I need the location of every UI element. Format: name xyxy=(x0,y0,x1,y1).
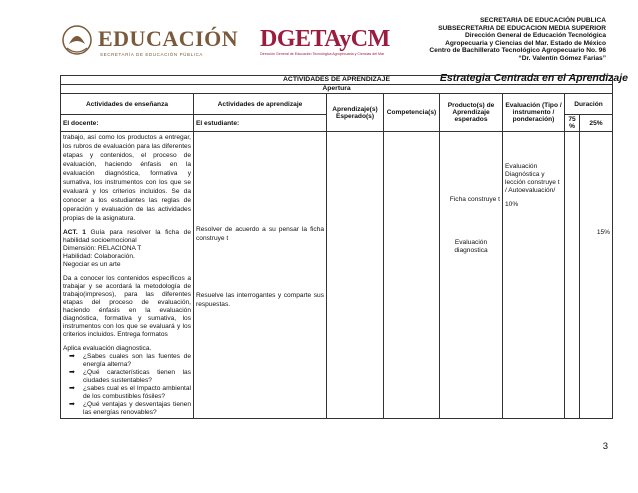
header-line: SECRETARIA DE EDUCACIÓN PUBLICA xyxy=(479,17,606,24)
pct-25: 25% xyxy=(580,115,613,132)
header-line: “Dr. Valentín Gómez Farias” xyxy=(518,54,606,62)
estudiante-label: El estudiante: xyxy=(194,115,327,132)
evaluacion-text: Evaluación Diagnóstica y lección construye t / Autoevaluación/ xyxy=(505,163,560,194)
question-item: ➡ ¿Sabes cuales son las fuentes de energía alterna? xyxy=(83,353,191,369)
header-line: Agropecuaria y Ciencias del Mar. Estado de México xyxy=(445,39,606,47)
activities-table xyxy=(60,75,613,419)
header-line: Dirección General de Educación Tecnológica xyxy=(465,32,606,40)
question-item: ➡ ¿Qué ventajas y desventajas tienen las energías renovables? xyxy=(83,401,191,417)
education-logo xyxy=(60,22,390,66)
header-line: Centro de Bachillerato Tecnológico Agropecuario No. 96 xyxy=(429,47,606,55)
aprendizaje-text-1: Resolver de acuerdo a su pensar la ficha construye t xyxy=(196,226,324,242)
competencias-cell xyxy=(384,132,440,419)
duracion-pct: 15% xyxy=(596,229,611,236)
col-productos: Producto(s) de Aprendizaje esperados xyxy=(440,94,503,132)
col-evaluacion: Evaluación (Tipo / instrumento / ponderación) xyxy=(503,94,565,132)
act-text: Guía para resolver la ficha de habilidad socioemocional xyxy=(63,229,191,244)
habilidad-text: Habilidad: Colaboración. xyxy=(63,253,135,260)
aprendizajes-esperados-cell xyxy=(327,132,384,419)
table-subtitle: Apertura xyxy=(61,85,613,94)
question-item: ➡ ¿Qué características tienen las ciudades sustentables? xyxy=(83,369,191,385)
dimension-text: Dimensión: RELACIONA T xyxy=(63,245,142,252)
diagnostic-questions xyxy=(63,353,191,417)
table-title: ACTIVIDADES DE APRENDIZAJE xyxy=(61,76,613,85)
col-duracion: Duración xyxy=(565,94,613,115)
strategy-title: Estrategia Centrada en el Aprendizaje xyxy=(439,72,628,84)
dgeta-logo-subtext: Dirección General de Educación Tecnológica Agropecuaria y Ciencias del Mar xyxy=(260,52,385,56)
evaluacion-pct: 10% xyxy=(505,201,519,208)
pct-75: 75 % xyxy=(565,115,580,132)
producto-text-1: Ficha construye t xyxy=(449,196,500,203)
ensenanza-paragraph-1: trabajo, así como los productos a entregar, los rubros de evaluación para las diferentes etapas y contenidos, el proceso de evaluación, haciendo énfasis en la evaluación diagnóstica, formativa y sumativa, los instrumentos con los que se evaluará y los criterios incluidos. Se da conocer a los estudiantes las reglas de operación y evaluación de las actividades propias de la asignatura. xyxy=(63,134,191,222)
question-item: ➡ ¿sabes cual es el Impacto ambiental de los combustibles fósiles? xyxy=(83,385,191,401)
education-logo-text: EDUCACIÓN xyxy=(98,26,239,51)
mexico-seal-icon xyxy=(60,22,94,62)
ensenanza-paragraph-2: Da a conocer los contenidos específicos a trabajar y se acordará la metodología de trabajo(impresos), para las diferentes etapas del proceso de evaluación, haciendo énfasis en la evaluación diagnóstica, formativa y sumativa, los instrumentos con los que se evaluará y los criterios incluidos. Entrega formatos xyxy=(63,275,191,338)
producto-text-2: Evaluación diagnostica xyxy=(454,239,488,254)
negociar-text: Negociar es un arte xyxy=(63,261,121,268)
institution-header xyxy=(429,17,606,63)
aprendizaje-cell xyxy=(194,132,327,419)
duracion-25-cell xyxy=(580,132,613,419)
act-label: ACT. 1 xyxy=(63,229,86,236)
dgeta-logo-text: DGETAyCM xyxy=(260,26,390,52)
aplica-text: Aplica evaluación diagnostica. xyxy=(63,345,152,352)
col-aprendizajes-esperados: Aprendizaje(s) Esperado(s) xyxy=(327,94,384,132)
col-competencias: Competencia(s) xyxy=(384,94,440,132)
education-logo-subtext: SECRETARÍA DE EDUCACIÓN PÚBLICA xyxy=(100,52,204,57)
productos-cell xyxy=(440,132,503,419)
docente-label: El docente: xyxy=(61,115,194,132)
evaluacion-cell xyxy=(503,132,565,419)
page-number: 3 xyxy=(602,441,608,452)
duracion-75-cell xyxy=(565,132,580,419)
header-line: SUBSECRETARIA DE EDUCACION MEDIA SUPERIOR xyxy=(438,24,606,32)
col-aprendizaje: Actividades de aprendizaje xyxy=(194,94,327,115)
col-ensenanza: Actividades de enseñanza xyxy=(61,94,194,115)
aprendizaje-text-2: Resuelve las interrogantes y comparte sus respuestas. xyxy=(196,292,324,308)
ensenanza-cell xyxy=(61,132,194,419)
